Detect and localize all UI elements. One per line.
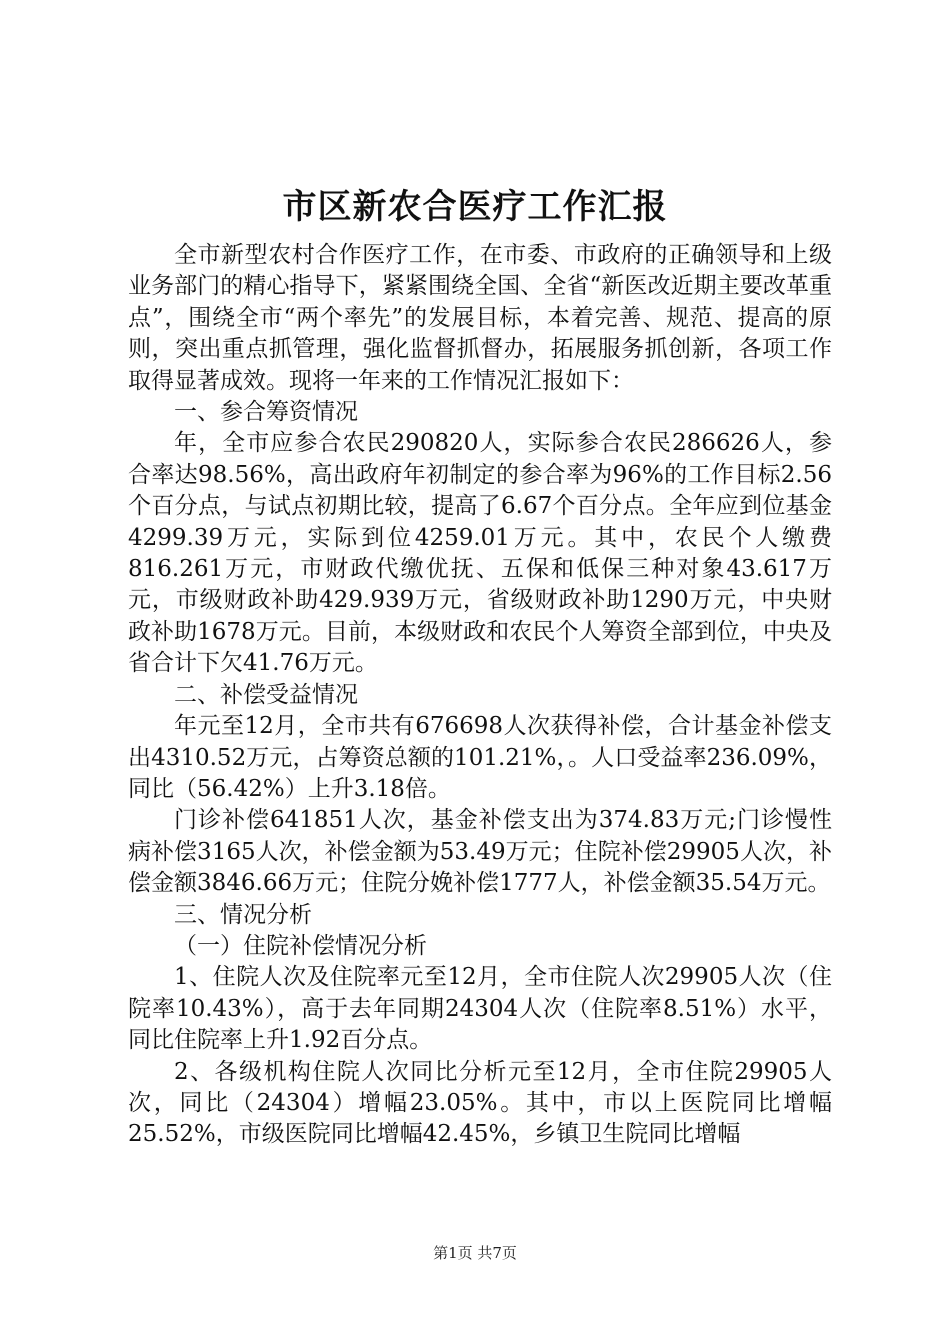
document-body [128, 240, 832, 1151]
subsection-heading-inpatient: （一）住院补偿情况分析 [174, 932, 427, 959]
inpatient-rate-paragraph: 1、住院人次及住院率元至12月，全市住院人次29905人次（住院率10.43%），高于去年同期24304人次（住院率8.51%）水平，同比住院率上升1.92百分点。 [128, 964, 832, 1054]
compensation-paragraph: 年元至12月，全市共有676698人次获得补偿，合计基金补偿支出4310.52万元，占筹资总额的101.21%，。人口受益率236.09%，同比（56.42%）上升3.18倍。 [128, 713, 832, 802]
page-footer: 第1页 共7页 [433, 1244, 517, 1262]
section-heading-analysis: 三、情况分析 [174, 901, 312, 928]
outpatient-paragraph: 门诊补偿641851人次，基金补偿支出为374.83万元;门诊慢性病补偿3165人次，补偿金额为53.49万元；住院补偿29905人次，补偿金额3846.66万元；住院分娩补偿1777人，补偿金额35.54万元。 [128, 807, 832, 897]
document-title: 市区新农合医疗工作汇报 [282, 187, 668, 227]
section-heading-compensation: 二、补偿受益情况 [174, 681, 358, 708]
institution-analysis-paragraph: 2、各级机构住院人次同比分析元至12月，全市住院29905人次，同比（24304）增幅23.05%。其中，市以上医院同比增幅25.52%，市级医院同比增幅42.45%，乡镇卫生院同比增幅 [128, 1058, 832, 1148]
section-heading-funding: 一、参合筹资情况 [174, 399, 358, 426]
intro-paragraph: 全市新型农村合作医疗工作，在市委、市政府的正确领导和上级业务部门的精心指导下，紧紧围绕全国、全省“新医改近期主要改革重点”，围绕全市“两个率先”的发展目标，本着完善、规范、提高的原则，突出重点抓管理，强化监督抓督办，拓展服务抓创新，各项工作取得显著成效。现将一年来的工作情况汇报如下： [128, 242, 832, 394]
funding-paragraph: 年，全市应参合农民290820人，实际参合农民286626人，参合率达98.56%，高出政府年初制定的参合率为96%的工作目标2.56个百分点，与试点初期比较，提高了6.67个百分点。全年应到位基金4299.39万元，实际到位4259.01万元。其中，农民个人缴费816.261万元，市财政代缴优抚、五保和低保三种对象43.617万元，市级财政补助429.939万元，省级财政补助1290万元，中央财政补助1678万元。目前，本级财政和农民个人筹资全部到位，中央及省合计下欠41.76万元。 [128, 430, 832, 677]
